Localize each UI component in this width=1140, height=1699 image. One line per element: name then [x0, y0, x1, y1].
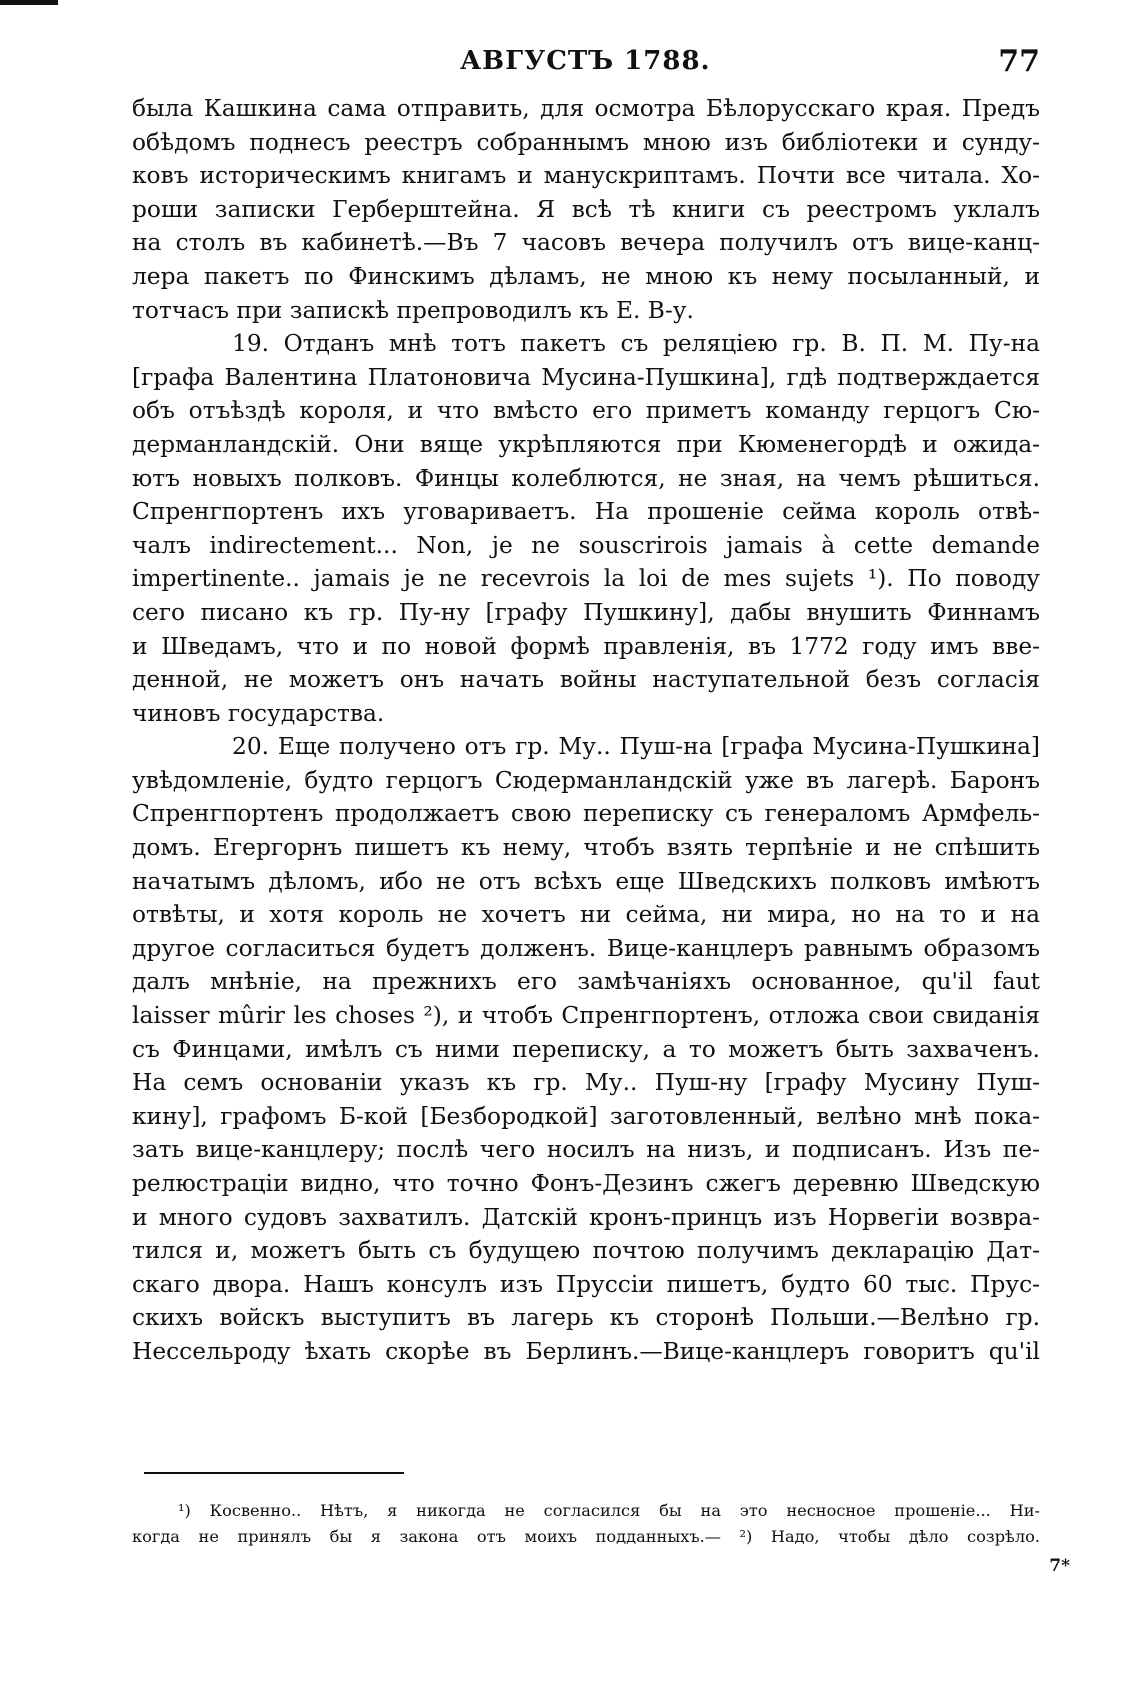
- footnote-line: когда не принялъ бы я закона отъ моихъ подданныхъ.— ²) Надо, чтобы дѣло созрѣло.: [132, 1527, 1040, 1546]
- text-line: ковъ историческимъ книгамъ и манускриптамъ. Почти все читала. Хо-: [132, 162, 1040, 190]
- text-line: На семъ основаніи указъ къ гр. Му.. Пуш-ну [графу Мусину Пуш-: [132, 1069, 1040, 1097]
- text-line: на столъ въ кабинетѣ.—Въ 7 часовъ вечера получилъ отъ вице-канц-: [132, 229, 1040, 257]
- text-line: кину], графомъ Б-кой [Безбородкой] заготовленный, велѣно мнѣ пока-: [132, 1102, 1040, 1130]
- text-line: Нессельроду ѣхать скорѣе въ Берлинъ.—Вице-канцлеръ говоритъ qu'il: [132, 1337, 1040, 1365]
- body-text: [132, 92, 1040, 1402]
- text-line: дерманландскій. Они вяще укрѣпляются при Кюменегордѣ и ожида-: [132, 430, 1040, 458]
- page-number: 77: [998, 44, 1040, 79]
- text-line: Спренгпортенъ продолжаетъ свою переписку съ генераломъ Армфель-: [132, 800, 1040, 828]
- signature-mark: 7*: [1049, 1556, 1070, 1576]
- text-line: Спренгпортенъ ихъ уговариваетъ. На прошеніе сейма король отвѣ-: [132, 498, 1040, 526]
- text-line: чалъ indirectement... Non, je ne souscrirois jamais à cette demande: [132, 531, 1040, 559]
- text-line: объ отъѣздѣ короля, и что вмѣсто его приметъ команду герцогъ Сю-: [132, 397, 1040, 425]
- text-line: отвѣты, и хотя король не хочетъ ни сейма, ни мира, но на то и на: [132, 901, 1040, 929]
- text-line: домъ. Егергорнъ пишетъ къ нему, чтобъ взять терпѣніе и не спѣшить: [132, 834, 1040, 862]
- text-line: далъ мнѣніе, на прежнихъ его замѣчаніяхъ основанное, qu'il faut: [132, 968, 1040, 996]
- text-line: скихъ войскъ выступитъ въ лагерь къ сторонѣ Польши.—Велѣно гр.: [132, 1304, 1040, 1332]
- page-header: [132, 44, 1040, 84]
- text-line: начатымъ дѣломъ, ибо не отъ всѣхъ еще Шведскихъ полковъ имѣютъ: [132, 867, 1040, 895]
- text-line: съ Финцами, имѣлъ съ ними переписку, а то можетъ быть захваченъ.: [132, 1035, 1040, 1063]
- text-line: была Кашкина сама отправить, для осмотра Бѣлорусскаго края. Предъ: [132, 95, 1040, 122]
- text-line: чиновъ государства.: [132, 699, 385, 727]
- running-head: АВГУСТЪ 1788.: [460, 46, 711, 76]
- footnote-divider: [144, 1472, 404, 1474]
- text-line: увѣдомленіе, будто герцогъ Сюдерманландскій уже въ лагерѣ. Баронъ: [132, 766, 1040, 794]
- text-line: laisser mûrir les choses ²), и чтобъ Спренгпортенъ, отложа свои свиданія: [132, 1002, 1040, 1030]
- text-line: сего писано къ гр. Пу-ну [графу Пушкину], дабы внушить Финнамъ: [132, 598, 1040, 626]
- text-line: и много судовъ захватилъ. Датскій кронъ-принцъ изъ Норвегіи возвра-: [132, 1203, 1040, 1231]
- text-line: и Шведамъ, что и по новой формѣ правленія, въ 1772 году имъ вве-: [132, 632, 1040, 660]
- footnotes: [132, 1498, 1040, 1550]
- text-line: impertinente.. jamais je ne recevrois la loi de mes sujets ¹). По поводу: [132, 565, 1040, 593]
- text-line: обѣдомъ поднесъ реестръ собраннымъ мною изъ библіотеки и сунду-: [132, 128, 1040, 156]
- text-line: тился и, можетъ быть съ будущею почтою получимъ декларацію Дат-: [132, 1237, 1040, 1265]
- text-line: [132, 1369, 1040, 1403]
- text-line: зать вице-канцлеру; послѣ чего носилъ на низъ, и подписанъ. Изъ пе-: [132, 1136, 1040, 1164]
- paragraph-start-19: 19. Отданъ мнѣ тотъ пакетъ съ реляціею гр. В. П. М. Пу-на: [232, 330, 1040, 358]
- footnote-line: ¹) Косвенно.. Нѣтъ, я никогда не согласился бы на это несносное прошеніе... Ни-: [178, 1501, 1040, 1520]
- text-line: [графа Валентина Платоновича Мусина-Пушкина], гдѣ подтверждается: [132, 363, 1040, 391]
- text-line: релюстраціи видно, что точно Фонъ-Дезинъ сжегъ деревню Шведскую: [132, 1170, 1040, 1197]
- text-line: другое согласиться будетъ долженъ. Вице-канцлеръ равнымъ образомъ: [132, 934, 1040, 962]
- text-line: ютъ новыхъ полковъ. Финцы колеблются, не зная, на чемъ рѣшиться.: [132, 464, 1040, 492]
- text-line: роши записки Герберштейна. Я всѣ тѣ книги съ реестромъ уклалъ: [132, 195, 1040, 223]
- paragraph-start-20: 20. Еще получено отъ гр. Му.. Пуш-на [графа Мусина-Пушкина]: [232, 733, 1040, 761]
- scan-corner-mark: [0, 0, 58, 5]
- text-line: лера пакетъ по Финскимъ дѣламъ, не мною къ нему посыланный, и: [132, 262, 1040, 290]
- text-line: скаго двора. Нашъ консулъ изъ Пруссіи пишетъ, будто 60 тыс. Прус-: [132, 1270, 1040, 1298]
- text-line: денной, не можетъ онъ начать войны наступательной безъ согласія: [132, 666, 1040, 694]
- text-line: тотчасъ при запискѣ препроводилъ къ Е. В-у.: [132, 296, 694, 324]
